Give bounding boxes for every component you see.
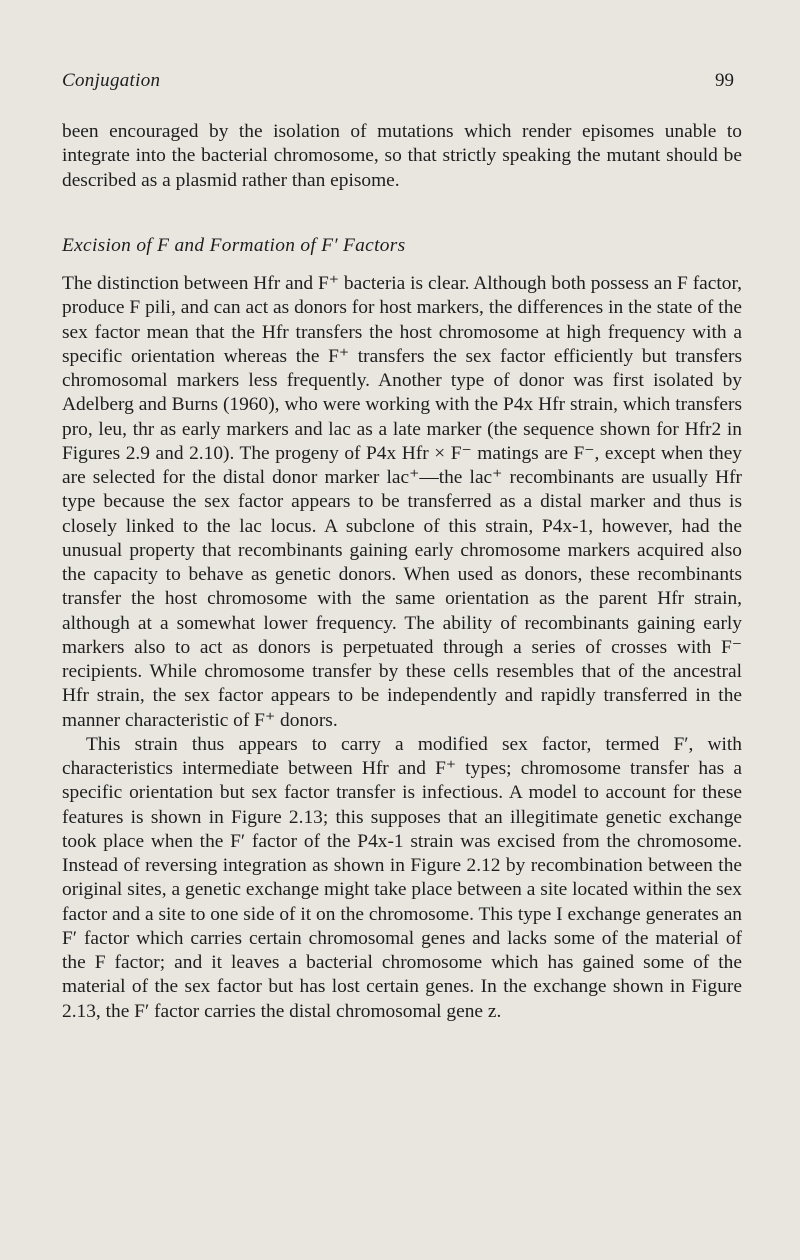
paragraph: been encouraged by the isolation of mutations which render episomes unable to integrate into the bacterial chromosome, so that strictly speaking the mutant should be described as a plasmid rather than episome. (62, 121, 742, 191)
continued-text (62, 120, 742, 193)
paragraph: This strain thus appears to carry a modified sex factor, termed F′, with characteristics intermediate between Hfr and F⁺ types; chromosome transfer has a specific orientation but sex factor transfer is infectious. A model to account for these features is shown in Figure 2.13; this supposes that an illegitimate genetic exchange took place when the F′ factor of the P4x-1 strain was excised from the chromosome. Instead of reversing integration as shown in Figure 2.12 by recombination between the original sites, a genetic exchange might take place between a site located within the sex factor and a site to one side of it on the chromosome. This type I exchange generates an F′ factor which carries certain chromosomal genes and lacks some of the material of the F factor; and it leaves a bacterial chromosome which has gained some of the material of the sex factor but has lost certain genes. In the exchange shown in Figure 2.13, the F′ factor carries the distal chromosomal gene z. (62, 733, 742, 1022)
paragraph: The distinction between Hfr and F⁺ bacteria is clear. Although both possess an F factor, produce F pili, and can act as donors for host markers, the differences in the state of the sex factor mean that the Hfr transfers the host chromosome at high frequency with a specific orientation whereas the F⁺ transfers the sex factor efficiently but transfers chromosomal markers less frequently. Another type of donor was first isolated by Adelberg and Burns (1960), who were working with the P4x Hfr strain, which transfers pro, leu, thr as early markers and lac as a late marker (the sequence shown for Hfr2 in Figures 2.9 and 2.10). The progeny of P4x Hfr × F⁻ matings are F⁻, except when they are selected for the distal donor marker lac⁺—the lac⁺ recombinants are usually Hfr type because the sex factor appears to be transferred as a distal marker and thus is closely linked to the lac locus. A subclone of this strain, P4x-1, however, had the unusual property that recombinants gaining early chromosome markers acquired also the capacity to behave as genetic donors. When used as donors, these recombinants transfer the host chromosome with the same orientation as the parent Hfr strain, although at a somewhat lower frequency. The ability of recombinants gaining early markers also to act as donors is perpetuated through a series of crosses with F⁻ recipients. While chromosome transfer by these cells resembles that of the ancestral Hfr strain, the sex factor appears to be independently and rapidly transferred in the manner characteristic of F⁺ donors. (62, 273, 742, 731)
section-heading: Excision of F and Formation of F′ Factors (62, 235, 406, 256)
running-head: Conjugation (62, 70, 161, 91)
section-text (62, 272, 742, 1024)
page-number: 99 (715, 70, 734, 91)
